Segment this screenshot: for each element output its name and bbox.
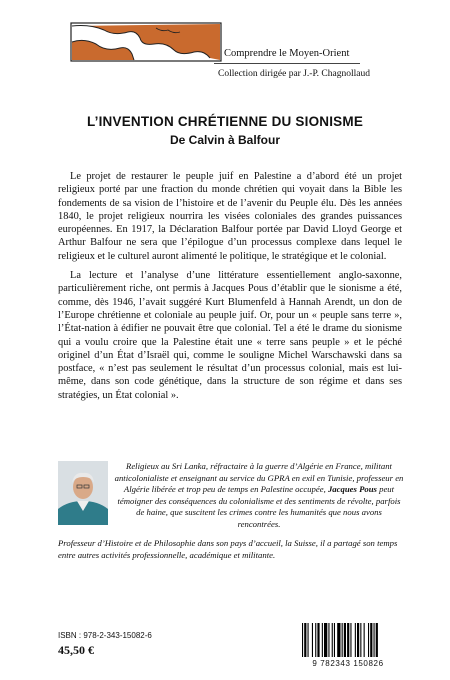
series-divider	[214, 63, 360, 64]
barcode-digits: 9 782343 150826	[312, 659, 384, 668]
price: 45,50 €	[58, 643, 94, 657]
author-photo	[58, 461, 108, 525]
barcode-bar	[370, 623, 372, 657]
blurb	[58, 170, 402, 408]
barcode-bar	[304, 623, 306, 657]
author-bio-secondary: Professeur d’Histoire et de Philosophie dans son pays d’accueil, la Suisse, il a partagé son temps entre autres activités professionnelle, académique et militante.	[58, 538, 398, 560]
barcode-bar	[315, 623, 316, 657]
book-title: L’INVENTION CHRÉTIENNE DU SIONISME	[86, 114, 364, 129]
barcode-bar	[344, 623, 346, 657]
book-subtitle: De Calvin à Balfour	[169, 133, 281, 147]
blurb-paragraph-2: La lecture et l’analyse d’une littérature essentiellement anglo-saxonne, particulièrement riche, ont permis à Jacques Pous d’établir que le sionisme a été, comme, dès 1946, l’avait suggéré Kurt Blumenfeld à Hannah Arendt, un don de l’Europe chrétienne et coloniale au peuple juif. Or, pour un « peuple sans terre », l’État-nation à édifier ne pouvait être que colonial. Tel a été le drame du sionisme qui a voulu croire que la Palestine était une « terre sans peuple » et le péché originel d’un État d’Israël qui, comme le souligne Michel Warschawski dans sa postface, « n’est pas seulement le résultat d’un processus colonial, mais est lui-même, dans son code génétique, dans la structure de son régime et dans ses stratégies, un État colonial ».	[58, 270, 402, 401]
barcode-bar	[376, 623, 378, 657]
barcode-bar	[317, 623, 319, 657]
barcode-bar	[374, 623, 375, 657]
series-logo	[70, 22, 235, 62]
isbn: ISBN : 978-2-343-15082-6	[58, 631, 152, 640]
author-bio-intro: Religieux au Sri Lanka, réfractaire à la guerre d’Algérie en France, militant anticolonialiste et enseignant au service du GPRA en exil en Tunisie, professeur en Algérie libérée et trop peu de temps en Palestine occupée,	[114, 461, 404, 494]
barcode-bar	[302, 623, 303, 657]
barcode-bar	[355, 623, 356, 657]
barcode-bar	[364, 623, 365, 657]
barcode-bar	[347, 623, 349, 657]
barcode-bar	[324, 623, 327, 657]
barcode-bar	[342, 623, 343, 657]
barcode-bar	[328, 623, 329, 657]
barcode-bar	[332, 623, 333, 657]
author-bio	[114, 461, 404, 530]
barcode-bar	[350, 623, 351, 657]
barcode-bar	[308, 623, 309, 657]
barcode-bar	[360, 623, 361, 657]
barcode-bar	[322, 623, 323, 657]
barcode-bar	[334, 623, 335, 657]
series-editor: Collection dirigée par J.-P. Chagnollaud	[218, 69, 370, 79]
barcode-bar	[312, 623, 313, 657]
author-bio-rest: peut témoigner des conséquences du colonialisme et des sentiments de révolte, parfois de haine, que suscitent les crimes contre les humanités que nous avons rencontrées.	[117, 484, 401, 529]
barcode-bar	[337, 623, 340, 657]
barcode-bar	[368, 623, 369, 657]
author-name: Jacques Pous	[327, 484, 377, 494]
barcode-bar	[357, 623, 359, 657]
blurb-paragraph-1: Le projet de restaurer le peuple juif en Palestine a d’abord été un projet religieux porté par une fraction du monde chrétien qui voyait dans la Bible les fondements de sa vision de l’histoire et de l’avenir du Peuple élu. Dès les années 1840, le projet religieux nourrira les visées coloniales des grandes puissances européennes. En 1917, la Déclaration Balfour portée par David Lloyd George et Arthur Balfour ne sera que l’épilogue d’un processus complexe dans lequel le religieux et le culturel auront alimenté le politique, le stratégique et le colonial.	[58, 171, 402, 262]
series-name: Comprendre le Moyen-Orient	[224, 48, 350, 59]
